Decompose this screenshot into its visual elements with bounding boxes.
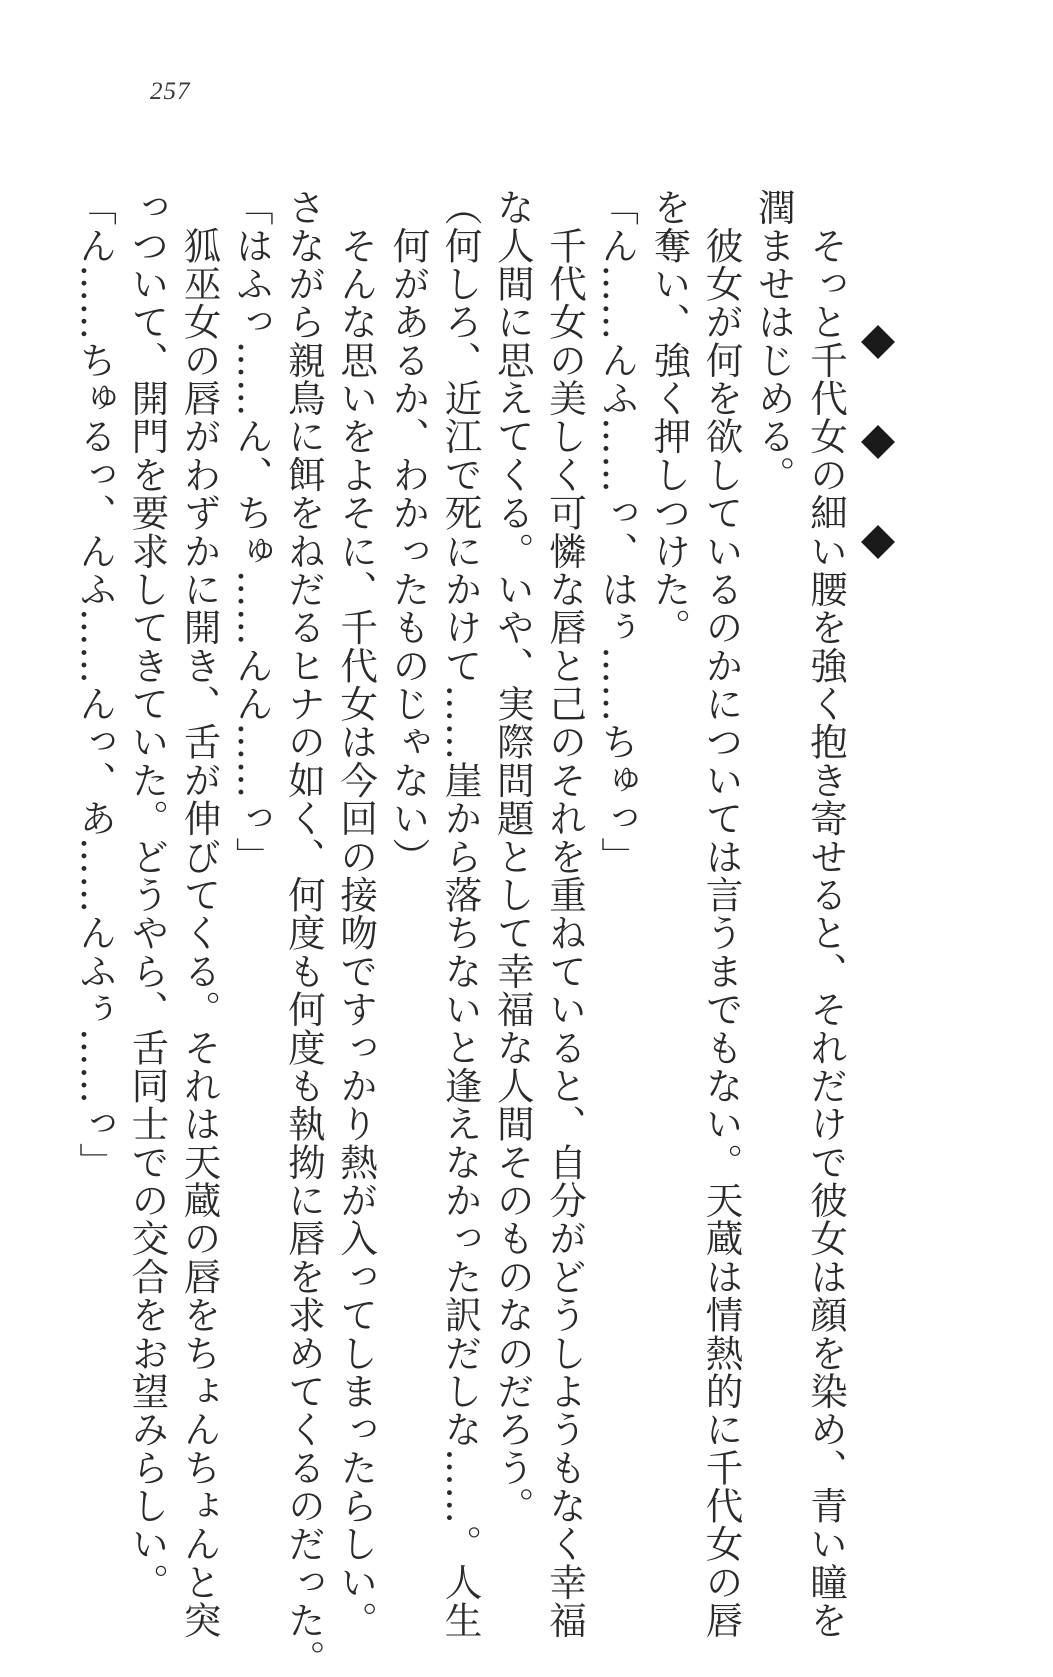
text-line: な人間に思えてくる。いや、実際問題として幸福な人間そのものなのだろう。	[490, 188, 535, 1525]
text-line: 千代女の美しく可憐な唇と己のそれを重ねていると、自分がどうしようもなく幸福	[542, 188, 587, 1640]
diamond-icon	[861, 525, 895, 559]
thought-line: （何しろ、近江で死にかけて……崖から落ちないと逢えなかった訳だしな……。人生	[438, 188, 483, 1640]
vertical-text-body	[73, 188, 852, 1677]
text-line: 狐巫女の唇がわずかに開き、舌が伸びてくる。それは天蔵の唇をちょんちょんと突	[177, 188, 222, 1640]
page-number: 257	[150, 78, 191, 105]
text-line: 彼女が何を欲しているのかについては言うまでもない。天蔵は情熱的に千代女の唇	[699, 188, 744, 1640]
text-line: さながら親鳥に餌をねだるヒナの如く、何度も何度も執拗に唇を求めてくるのだった。	[281, 188, 326, 1677]
text-line: を奪い、強く押しつけた。	[647, 188, 692, 647]
dialogue-line: 「ん……んふ……っ、はぅ……ちゅっ」	[595, 188, 640, 876]
text-line: っついて、開門を要求してきていた。どうやら、舌同士での交合をお望みらしい。	[125, 188, 170, 1602]
thought-line: 何があるか、わかったものじゃない）	[386, 188, 431, 876]
diamond-icon	[861, 425, 895, 459]
dialogue-line: 「ん……ちゅるっ、んふ……んっ、あ……んふぅ……っ」	[73, 188, 118, 1181]
dialogue-line: 「はふっ……ん、ちゅ……んん……っ」	[229, 188, 274, 876]
diamond-icon	[861, 325, 895, 359]
text-line: そんな思いをよそに、千代女は今回の接吻ですっかり熱が入ってしまったらしい。	[334, 188, 379, 1640]
text-line: そっと千代女の細い腰を強く抱き寄せると、それだけで彼女は顔を染め、青い瞳を	[804, 188, 848, 1640]
text-line: 潤ませはじめる。	[751, 188, 796, 494]
scene-break-divider	[858, 318, 902, 568]
